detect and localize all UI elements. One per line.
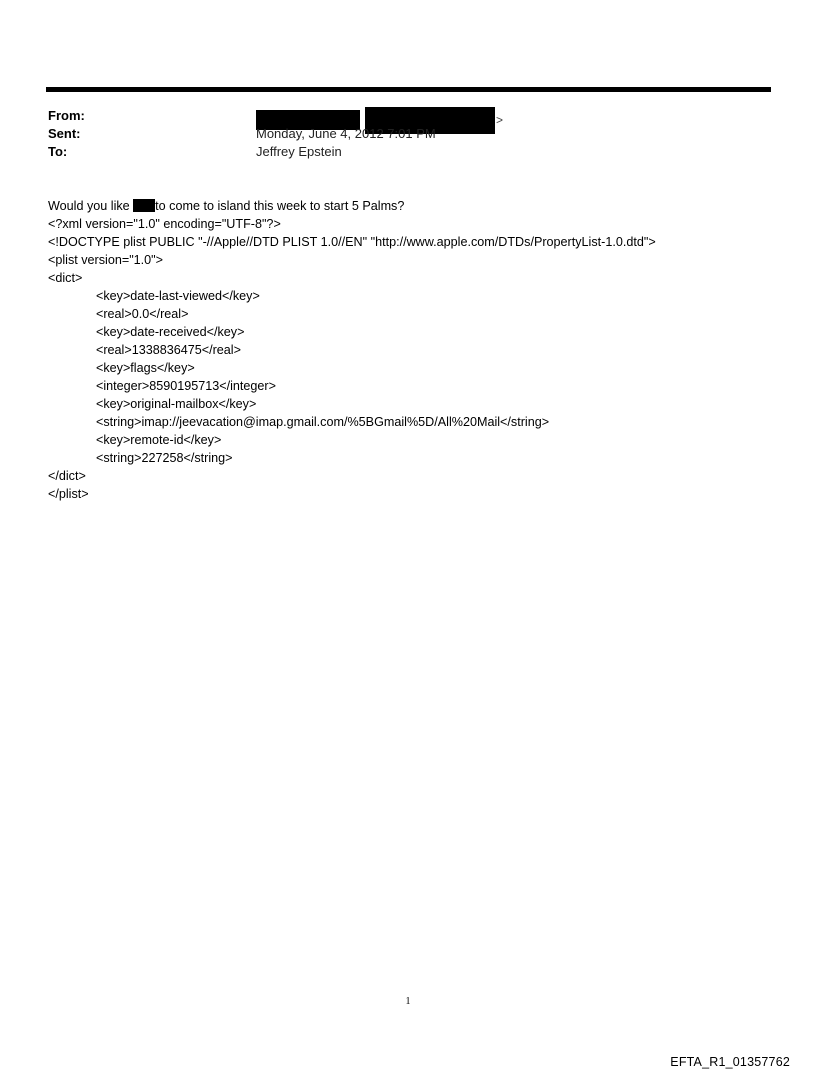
sent-row xyxy=(48,125,748,143)
email-header xyxy=(48,107,748,161)
sent-value: Monday, June 4, 2012 7:01 PM xyxy=(256,126,436,141)
intro-line xyxy=(48,197,788,215)
to-value: Jeffrey Epstein xyxy=(256,144,342,159)
xml-dict-line: <real>1338836475</real> xyxy=(96,343,241,357)
header-rule xyxy=(46,87,771,92)
intro-prefix: Would you like xyxy=(48,199,134,213)
xml-line: <?xml version="1.0" encoding="UTF-8"?> xyxy=(48,217,281,231)
xml-dict-line: <string>imap://jeevacation@imap.gmail.com/%5BGmail%5D/All%20Mail</string> xyxy=(96,415,550,429)
xml-closing-line: </plist> xyxy=(48,487,89,501)
to-label: To: xyxy=(48,144,68,159)
redaction-box xyxy=(133,199,155,212)
xml-dict-line: <real>0.0</real> xyxy=(96,307,189,321)
xml-dict-line: <key>original-mailbox</key> xyxy=(96,397,257,411)
to-row xyxy=(48,143,748,161)
from-row xyxy=(48,107,748,125)
from-suffix: > xyxy=(496,112,504,127)
xml-line: <plist version="1.0"> xyxy=(48,253,164,267)
email-body xyxy=(48,197,788,503)
xml-line: <dict> xyxy=(48,271,83,285)
intro-suffix: to come to island this week to start 5 Palms? xyxy=(155,199,405,213)
xml-dict-line: <key>flags</key> xyxy=(96,361,195,375)
from-label: From: xyxy=(48,108,85,123)
xml-closing-line: </dict> xyxy=(48,469,86,483)
sent-label: Sent: xyxy=(48,126,81,141)
page-number: 1 xyxy=(405,996,411,1007)
xml-dict-line: <string>227258</string> xyxy=(96,451,233,465)
xml-dict-line: <key>remote-id</key> xyxy=(96,433,222,447)
xml-dict-line: <key>date-last-viewed</key> xyxy=(96,289,260,303)
xml-dict-line: <key>date-received</key> xyxy=(96,325,245,339)
xml-line: <!DOCTYPE plist PUBLIC "-//Apple//DTD PLIST 1.0//EN" "http://www.apple.com/DTDs/PropertyList-1.0.dtd"> xyxy=(48,235,656,249)
bates-number: EFTA_R1_01357762 xyxy=(670,1055,790,1069)
xml-dict-line: <integer>8590195713</integer> xyxy=(96,379,276,393)
